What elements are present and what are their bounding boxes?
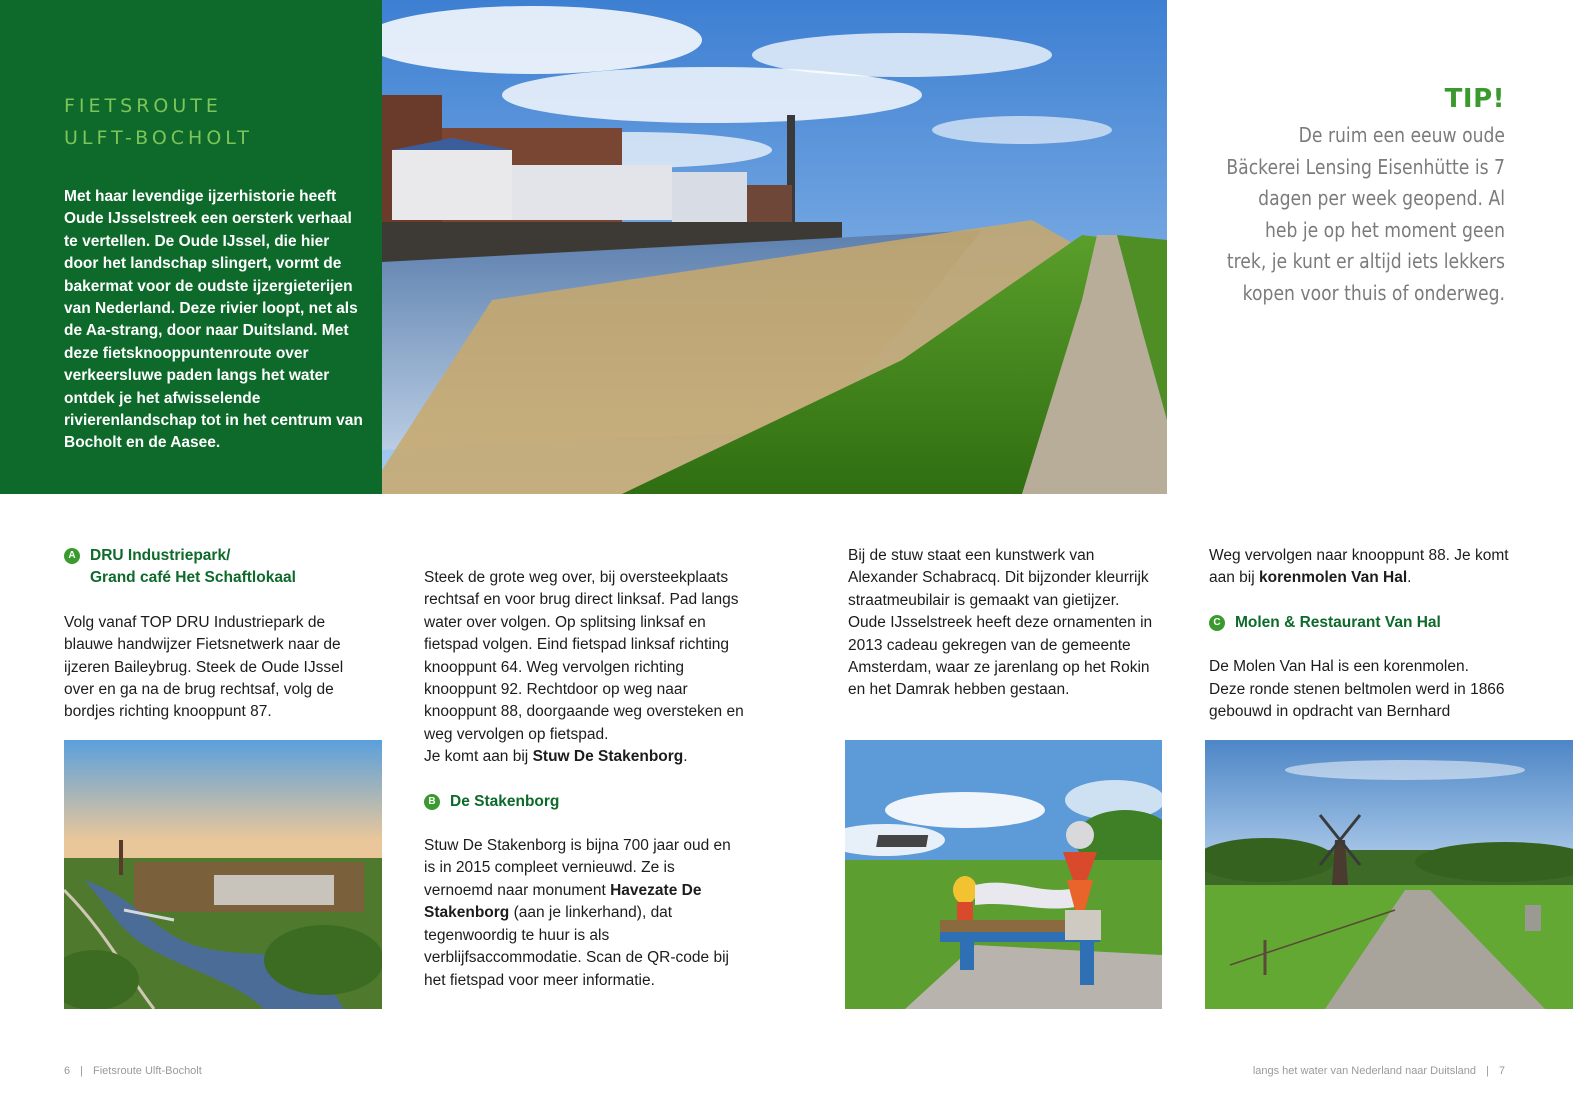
column-4-text-post: .: [1407, 569, 1412, 587]
column-2: [424, 567, 749, 992]
intro-text: Met haar levendige ijzerhistorie heeft Oude IJsselstreek een oersterk verhaal te vertellen. De Oude IJssel, die hier door het landschap slingert, vormt de bakermat voor de oudste ijzergieterijen van Nederland. Deze rivier loopt, net als de Aa-strang, door naar Duitsland. Met deze fietsknooppuntenroute over verkeersluwe paden langs het water ontdek je het afwisselende rivierenlandschap tot in het centrum van Bocholt en de Aasee.: [64, 188, 363, 452]
section-b-text-post: (aan je linkerhand), dat tegenwoordig te huur is als verblijfsaccommodatie. Scan de QR-code bij het fietspad voor meer informatie.: [424, 904, 729, 989]
section-c-title: Molen & Restaurant Van Hal: [1235, 613, 1441, 631]
footer-left-sep: |: [80, 1065, 83, 1077]
section-a-title-line1: DRU Industriepark/: [90, 547, 231, 564]
section-c-text: De Molen Van Hal is een korenmolen. Deze ronde stenen beltmolen werd in 1866 gebouwd in opdracht van Bernhard: [1209, 658, 1505, 721]
footer-right-page: 7: [1498, 1065, 1505, 1077]
section-a-heading: [64, 545, 364, 590]
arrive-suffix: .: [683, 748, 688, 766]
tip-heading: TIP!: [1444, 84, 1505, 114]
column-1: [64, 545, 364, 724]
route-title-line1: FIETSROUTE: [64, 95, 222, 117]
footer-right: [1253, 1065, 1505, 1077]
section-c-heading: [1209, 612, 1509, 634]
section-b-text: [424, 835, 739, 992]
section-a-title-line2: Grand café Het Schaftlokaal: [90, 569, 296, 587]
column-2-text: Steek de grote weg over, bij oversteekplaats rechtsaf en voor brug direct linksaf. Pad langs water over volgen. Op splitsing linksaf en fietspad volgen. Eind fietspad linksaf richting knooppunt 64. Weg vervolgen richting knooppunt 92. Rechtdoor op weg naar knooppunt 88, doorgaande weg oversteken en weg vervolgen op fietspad.: [424, 569, 744, 743]
tip-text: De ruim een eeuw oude Bäckerei Lensing Eisenhütte is 7 dagen per week geopend. Al heb je op het moment geen trek, je kunt er altijd iets lekkers kopen voor thuis of onderweg.: [1226, 123, 1505, 305]
section-b-badge: B: [424, 794, 440, 810]
section-a-badge: A: [64, 548, 80, 564]
column-2-arrive: [424, 746, 749, 768]
section-b-heading: [424, 791, 749, 813]
column-4-text: [1209, 545, 1509, 590]
footer-right-title: langs het water van Nederland naar Duitsland: [1252, 1065, 1477, 1077]
section-b-text-pre: Stuw De Stakenborg is bijna 700 jaar oud en is in 2015 compleet vernieuwd. Ze is vernoemd naar monument: [424, 837, 731, 899]
column-4-text-pre: Weg vervolgen naar knooppunt 88. Je komt aan bij: [1209, 547, 1509, 587]
photo-dru-industriepark-aerial: [64, 740, 382, 1009]
footer-left: [64, 1065, 202, 1077]
photo-windmill-van-hal: [1205, 740, 1573, 1009]
column-3: [848, 545, 1160, 702]
footer-left-page: 6: [64, 1065, 71, 1077]
column-4-text-bold: korenmolen Van Hal: [1258, 569, 1408, 587]
photo-artwork-bench: [845, 740, 1162, 1009]
arrive-prefix: Je komt aan bij: [424, 748, 533, 766]
column-4: [1209, 545, 1509, 723]
hero-photo-factory-canal: [382, 0, 1167, 494]
arrive-bold: Stuw De Stakenborg: [532, 748, 684, 766]
footer-right-sep: |: [1486, 1065, 1489, 1077]
section-b-title: De Stakenborg: [450, 792, 560, 810]
section-c-badge: C: [1209, 615, 1225, 631]
route-title: [64, 90, 253, 154]
column-3-text: Bij de stuw staat een kunstwerk van Alexander Schabracq. Dit bijzonder kleurrijk straatmeubilair is gemaakt van gietijzer. Oude IJsselstreek heeft deze ornamenten in 2013 cadeau gekregen van de gemeente Amsterdam, waar ze jarenlang op het Rokin en het Damrak hebben gestaan.: [848, 547, 1153, 699]
route-title-line2: ULFT-BOCHOLT: [64, 127, 253, 149]
section-b-text-bold: Havezate De Stakenborg: [424, 881, 702, 922]
intro-panel: [0, 0, 382, 494]
section-a-text: Volg vanaf TOP DRU Industriepark de blauwe handwijzer Fietsnetwerk naar de ijzeren Baileybrug. Steek de Oude IJssel over en ga na de brug rechtsaf, volg de bordjes richting knooppunt 87.: [64, 613, 344, 721]
footer-left-title: Fietsroute Ulft-Bocholt: [92, 1065, 202, 1077]
